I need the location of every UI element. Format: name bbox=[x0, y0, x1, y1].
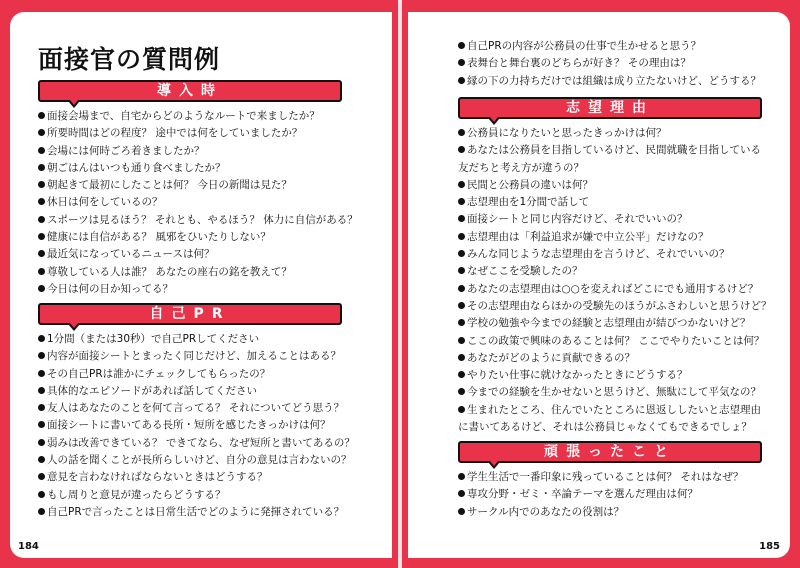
question-text: 人の話を聞くことが長所らしいけど、自分の意見は言わないの？ bbox=[47, 454, 352, 467]
question-item bbox=[458, 142, 768, 177]
question-text: 朝ごはんはいつも通り食べましたか？ bbox=[47, 161, 226, 174]
question-text: 志望理由を1分間で話して bbox=[467, 196, 590, 209]
question-text: 志望理由は「利益追求が嫌で中立公平」だけなの？ bbox=[467, 230, 709, 243]
question-item bbox=[38, 417, 355, 434]
question-text: その自己PRは誰かにチェックしてもらったの？ bbox=[47, 367, 271, 380]
question-item bbox=[38, 469, 355, 486]
question-item bbox=[38, 108, 358, 125]
question-text: 面接会場まで、自宅からどのようなルートで来ましたか？ bbox=[47, 110, 320, 122]
question-item bbox=[38, 487, 355, 504]
section-continued bbox=[458, 38, 761, 90]
question-item bbox=[38, 143, 358, 160]
bullet-icon bbox=[458, 490, 465, 497]
question-item bbox=[38, 246, 358, 263]
question-item bbox=[38, 125, 358, 142]
question-item bbox=[458, 315, 772, 332]
question-item bbox=[458, 55, 761, 72]
bullet-icon bbox=[458, 215, 465, 222]
bullet-icon bbox=[458, 146, 465, 153]
section-introduction bbox=[38, 80, 358, 298]
question-item bbox=[458, 402, 768, 437]
bullet-icon bbox=[458, 473, 465, 480]
bullet-icon bbox=[458, 302, 465, 309]
section-heading: 頑張ったこと bbox=[458, 441, 762, 463]
bullet-icon bbox=[458, 354, 465, 361]
question-item bbox=[38, 452, 355, 469]
question-item bbox=[38, 504, 355, 521]
page-number: 185 bbox=[759, 541, 780, 552]
question-text: あなたは公務員を目指しているけど、民間就職を目指している友だちと考え方が違うの？ bbox=[458, 144, 761, 174]
question-item bbox=[458, 125, 772, 142]
question-item bbox=[38, 331, 355, 348]
question-item bbox=[458, 504, 762, 521]
bullet-icon bbox=[458, 388, 465, 395]
bullet-icon bbox=[38, 491, 45, 498]
section-heading: 導入時 bbox=[38, 80, 342, 102]
bullet-icon bbox=[38, 233, 45, 240]
bullet-icon bbox=[38, 198, 45, 205]
question-item bbox=[38, 177, 358, 194]
section-efforts bbox=[458, 441, 762, 521]
question-item bbox=[458, 298, 772, 315]
question-text: 朝起きて最初にしたことは何？ 今日の新聞は見た？ bbox=[47, 179, 292, 192]
left-page bbox=[10, 12, 392, 558]
question-text: 友人はあなたのことを何て言ってる？ それについてどう思う？ bbox=[47, 402, 345, 415]
bullet-icon bbox=[458, 285, 465, 292]
question-item bbox=[458, 350, 772, 367]
question-item bbox=[458, 177, 772, 194]
question-text: 最近気になっているニュースは何？ bbox=[47, 248, 215, 261]
bullet-icon bbox=[38, 216, 45, 223]
question-item bbox=[458, 229, 772, 246]
question-text: 意見を言わなければならないときはどうする？ bbox=[47, 471, 268, 484]
question-item bbox=[38, 194, 358, 211]
bullet-icon bbox=[458, 77, 465, 84]
question-item bbox=[458, 486, 762, 503]
question-item bbox=[458, 211, 772, 228]
question-item bbox=[458, 333, 772, 350]
question-item bbox=[38, 348, 355, 365]
question-text: 民間と公務員の違いは何？ bbox=[467, 178, 593, 191]
question-list bbox=[38, 108, 358, 298]
bullet-icon bbox=[38, 129, 45, 136]
question-text: なぜここを受験したの？ bbox=[467, 265, 583, 278]
bullet-icon bbox=[458, 508, 465, 515]
bullet-icon bbox=[458, 267, 465, 274]
question-text: 専攻分野・ゼミ・卒論テーマを選んだ理由は何？ bbox=[467, 488, 698, 501]
question-text: 縁の下の力持ちだけでは組織は成り立たないけど、どうする？ bbox=[467, 74, 761, 87]
question-text: もし周りと意見が違ったらどうする？ bbox=[47, 488, 226, 501]
bullet-icon bbox=[458, 319, 465, 326]
question-item bbox=[458, 469, 762, 486]
bullet-icon bbox=[38, 473, 45, 480]
bullet-icon bbox=[38, 456, 45, 463]
question-list bbox=[458, 125, 772, 436]
bullet-icon bbox=[38, 335, 45, 342]
question-item bbox=[458, 38, 761, 55]
page-title: 面接官の質問例 bbox=[38, 45, 221, 74]
question-text: みんな同じような志望理由を言うけど、それでいいの？ bbox=[467, 248, 730, 261]
question-text: 内容が面接シートとまったく同じだけど、加えることはある？ bbox=[47, 350, 341, 363]
question-text: 自己PRで言ったことは日常生活でどのように発揮されている？ bbox=[47, 505, 345, 518]
question-list bbox=[458, 469, 762, 521]
question-item bbox=[458, 384, 772, 401]
question-text: 面接シートに書いてある長所・短所を感じたきっかけは何？ bbox=[47, 419, 331, 432]
question-item bbox=[38, 212, 358, 229]
question-item bbox=[38, 160, 358, 177]
question-item bbox=[38, 264, 358, 281]
question-text: 学生生活で一番印象に残っていることは何？ それはなぜ？ bbox=[467, 471, 744, 483]
question-item bbox=[458, 194, 772, 211]
section-heading: 志望理由 bbox=[458, 97, 762, 119]
bullet-icon bbox=[38, 508, 45, 515]
question-text: サークル内でのあなたの役割は？ bbox=[467, 505, 625, 518]
bullet-icon bbox=[38, 250, 45, 257]
question-item bbox=[458, 281, 772, 298]
question-text: 具体的なエピソードがあれば話してください bbox=[47, 384, 257, 397]
question-item bbox=[38, 281, 358, 298]
question-item bbox=[458, 263, 772, 280]
bullet-icon bbox=[38, 181, 45, 188]
bullet-icon bbox=[458, 406, 465, 413]
bullet-icon bbox=[38, 370, 45, 377]
question-text: あなたの志望理由は○○を変えればどこにでも通用するけど？ bbox=[467, 282, 759, 295]
bullet-icon bbox=[458, 371, 465, 378]
question-text: 弱みは改善できている？ できてなら、なぜ短所と書いてあるの？ bbox=[47, 436, 355, 449]
question-text: 学校の勉強や今までの経験と志望理由が結びつかないけど？ bbox=[467, 317, 751, 330]
bullet-icon bbox=[38, 147, 45, 154]
bullet-icon bbox=[38, 112, 45, 119]
question-list bbox=[38, 331, 355, 521]
bullet-icon bbox=[38, 352, 45, 359]
question-text: ここの政策で興味のあることは何？ ここでやりたいことは何？ bbox=[467, 334, 765, 347]
question-list bbox=[458, 38, 761, 90]
question-text: 表舞台と舞台裏のどちらが好き？ その理由は？ bbox=[467, 57, 691, 70]
section-self-pr bbox=[38, 303, 355, 521]
question-text: 面接シートと同じ内容だけど、それでいいの？ bbox=[467, 213, 688, 226]
question-text: やりたい仕事に就けなかったときにどうする？ bbox=[467, 369, 688, 382]
section-heading: 自己PR bbox=[38, 303, 342, 325]
question-text: 生まれたところ、住んでいたところに恩返ししたいと志望理由に書いてあるけど、それは公務員じゃなくてもできるでしょ？ bbox=[458, 403, 761, 434]
question-item bbox=[458, 73, 761, 90]
question-text: 所要時間はどの程度？ 途中では何をしていましたか？ bbox=[47, 127, 303, 140]
question-item bbox=[38, 400, 355, 417]
bullet-icon bbox=[458, 59, 465, 66]
question-text: あなたがどのように貢献できるの？ bbox=[467, 351, 635, 364]
question-text: 自己PRの内容が公務員の仕事で生かせると思う？ bbox=[467, 40, 702, 52]
bullet-icon bbox=[38, 404, 45, 411]
section-motivation bbox=[458, 97, 772, 436]
bullet-icon bbox=[458, 129, 465, 136]
bullet-icon bbox=[458, 181, 465, 188]
question-text: その志望理由ならほかの受験先のほうがふさわしいと思うけど？ bbox=[467, 299, 772, 312]
bullet-icon bbox=[38, 439, 45, 446]
bullet-icon bbox=[38, 268, 45, 275]
bullet-icon bbox=[38, 164, 45, 171]
question-item bbox=[458, 246, 772, 263]
question-text: 今日は何の日か知ってる？ bbox=[47, 282, 173, 295]
right-page bbox=[408, 12, 790, 558]
bullet-icon bbox=[458, 233, 465, 240]
question-item bbox=[38, 229, 358, 246]
question-text: 今までの経験を生かせないと思うけど、無駄にして平気なの？ bbox=[467, 386, 761, 399]
question-item bbox=[458, 367, 772, 384]
bullet-icon bbox=[458, 250, 465, 257]
bullet-icon bbox=[38, 285, 45, 292]
question-text: 1分間（または30秒）で自己PRしてください bbox=[47, 333, 260, 345]
page-number: 184 bbox=[18, 541, 39, 552]
bullet-icon bbox=[458, 337, 465, 344]
page-gutter bbox=[398, 0, 402, 568]
question-text: 尊敬している人は誰？ あなたの座右の銘を教えて？ bbox=[47, 265, 292, 278]
question-item bbox=[38, 435, 355, 452]
bullet-icon bbox=[38, 421, 45, 428]
question-text: 会場には何時ごろ着きましたか？ bbox=[47, 144, 205, 157]
question-item bbox=[38, 366, 355, 383]
question-text: スポーツは見るほう？ それとも、やるほう？ 体力に自信がある？ bbox=[47, 213, 358, 226]
question-item bbox=[38, 383, 355, 400]
question-text: 公務員になりたいと思ったきっかけは何？ bbox=[467, 127, 667, 139]
question-text: 健康には自信がある？ 風邪をひいたりしない？ bbox=[47, 231, 271, 244]
bullet-icon bbox=[458, 198, 465, 205]
bullet-icon bbox=[38, 387, 45, 394]
question-text: 休日は何をしているの？ bbox=[47, 196, 163, 209]
bullet-icon bbox=[458, 42, 465, 49]
